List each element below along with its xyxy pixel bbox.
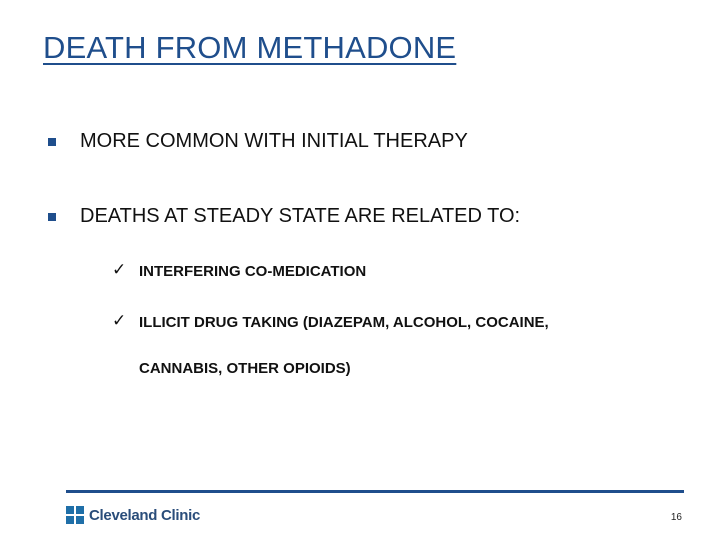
footer-divider <box>66 490 684 493</box>
bullet-text: MORE COMMON WITH INITIAL THERAPY <box>80 130 468 152</box>
sub-bullet-text: ILLICIT DRUG TAKING (DIAZEPAM, ALCOHOL, COCAINE, <box>139 314 549 331</box>
square-bullet-icon <box>48 138 56 146</box>
logo-text: Cleveland Clinic <box>89 506 201 524</box>
square-bullet-icon <box>48 213 56 221</box>
sub-bullet-continuation: CANNABIS, OTHER OPIOIDS) <box>139 360 351 377</box>
bullet-text: DEATHS AT STEADY STATE ARE RELATED TO: <box>80 205 521 227</box>
sub-bullet-text: INTERFERING CO-MEDICATION <box>139 263 367 280</box>
slide-title: DEATH FROM METHADONE <box>43 30 457 65</box>
page-number: 16 <box>670 512 682 523</box>
checkmark-icon: ✓ <box>112 311 127 331</box>
cleveland-clinic-logo <box>66 504 200 526</box>
cleveland-clinic-logo-icon <box>66 506 84 524</box>
checkmark-icon: ✓ <box>112 260 127 280</box>
